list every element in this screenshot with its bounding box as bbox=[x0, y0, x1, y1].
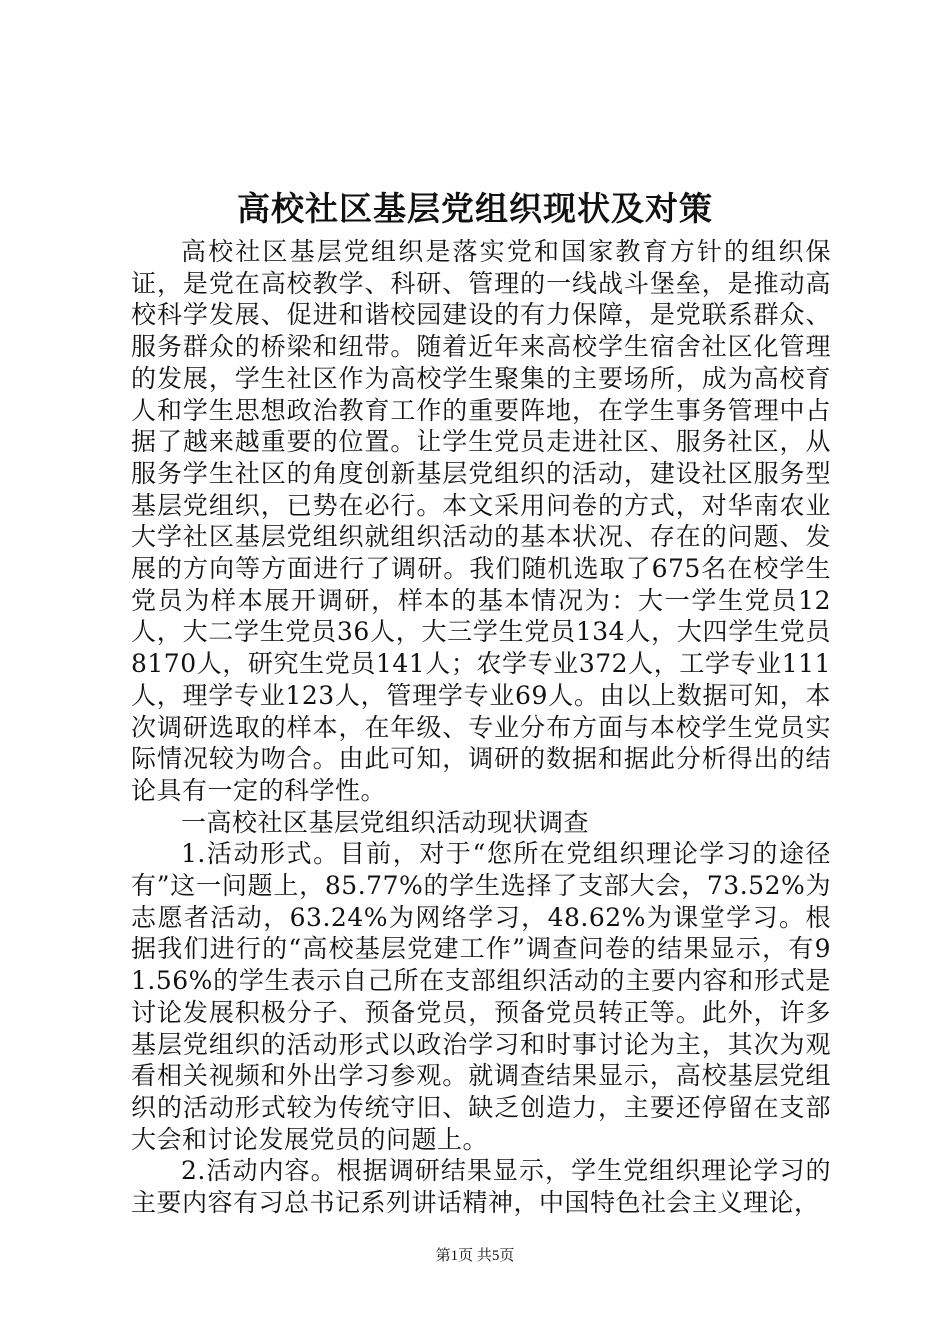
section-heading: 一高校社区基层党组织活动现状调查 bbox=[181, 807, 590, 837]
document-title: 高校社区基层党组织现状及对策 bbox=[237, 189, 713, 228]
intro-paragraph: 高校社区基层党组织是落实党和国家教育方针的组织保证，是党在高校教学、科研、管理的一线战斗堡垒，是推动高校科学发展、促进和谐校园建设的有力保障，是党联系群众、服务群众的桥梁和纽带。随着近年来高校学生宿舍社区化管理的发展，学生社区作为高校学生聚集的主要场所，成为高校育人和学生思想政治教育工作的重要阵地，在学生事务管理中占据了越来越重要的位置。让学生党员走进社区、服务社区，从服务学生社区的角度创新基层党组织的活动，建设社区服务型基层党组织，已势在必行。本文采用问卷的方式，对华南农业大学社区基层党组织就组织活动的基本状况、存在的问题、发展的方向等方面进行了调研。我们随机选取了675名在校学生党员为样本展开调研，样本的基本情况为：大一学生党员12人，大二学生党员36人，大三学生党员134人，大四学生党员8170人，研究生党员141人；农学专业372人，工学专业111人，理学专业123人，管理学专业69人。由以上数据可知，本次调研选取的样本，在年级、专业分布方面与本校学生党员实际情况较为吻合。由此可知，调研的数据和据此分析得出的结论具有一定的科学性。 bbox=[131, 237, 831, 805]
activity-content-paragraph: 2.活动内容。根据调研结果显示，学生党组织理论学习的主要内容有习总书记系列讲话精神，中国特色社会主义理论， bbox=[131, 1156, 831, 1218]
page-footer: 第1页 共5页 bbox=[435, 1248, 515, 1264]
activity-form-paragraph: 1.活动形式。目前，对于“您所在党组织理论学习的途径有”这一问题上，85.77%的学生选择了支部大会，73.52%为志愿者活动，63.24%为网络学习，48.62%为课堂学习。根据我们进行的“高校基层党建工作”调查问卷的结果显示，有91.56%的学生表示自己所在支部组织活动的主要内容和形式是讨论发展积极分子、预备党员，预备党员转正等。此外，许多基层党组织的活动形式以政治学习和时事讨论为主，其次为观看相关视频和外出学习参观。就调查结果显示，高校基层党组织的活动形式较为传统守旧、缺乏创造力，主要还停留在支部大会和讨论发展党员的问题上。 bbox=[131, 839, 831, 1154]
document-body bbox=[131, 236, 831, 1219]
